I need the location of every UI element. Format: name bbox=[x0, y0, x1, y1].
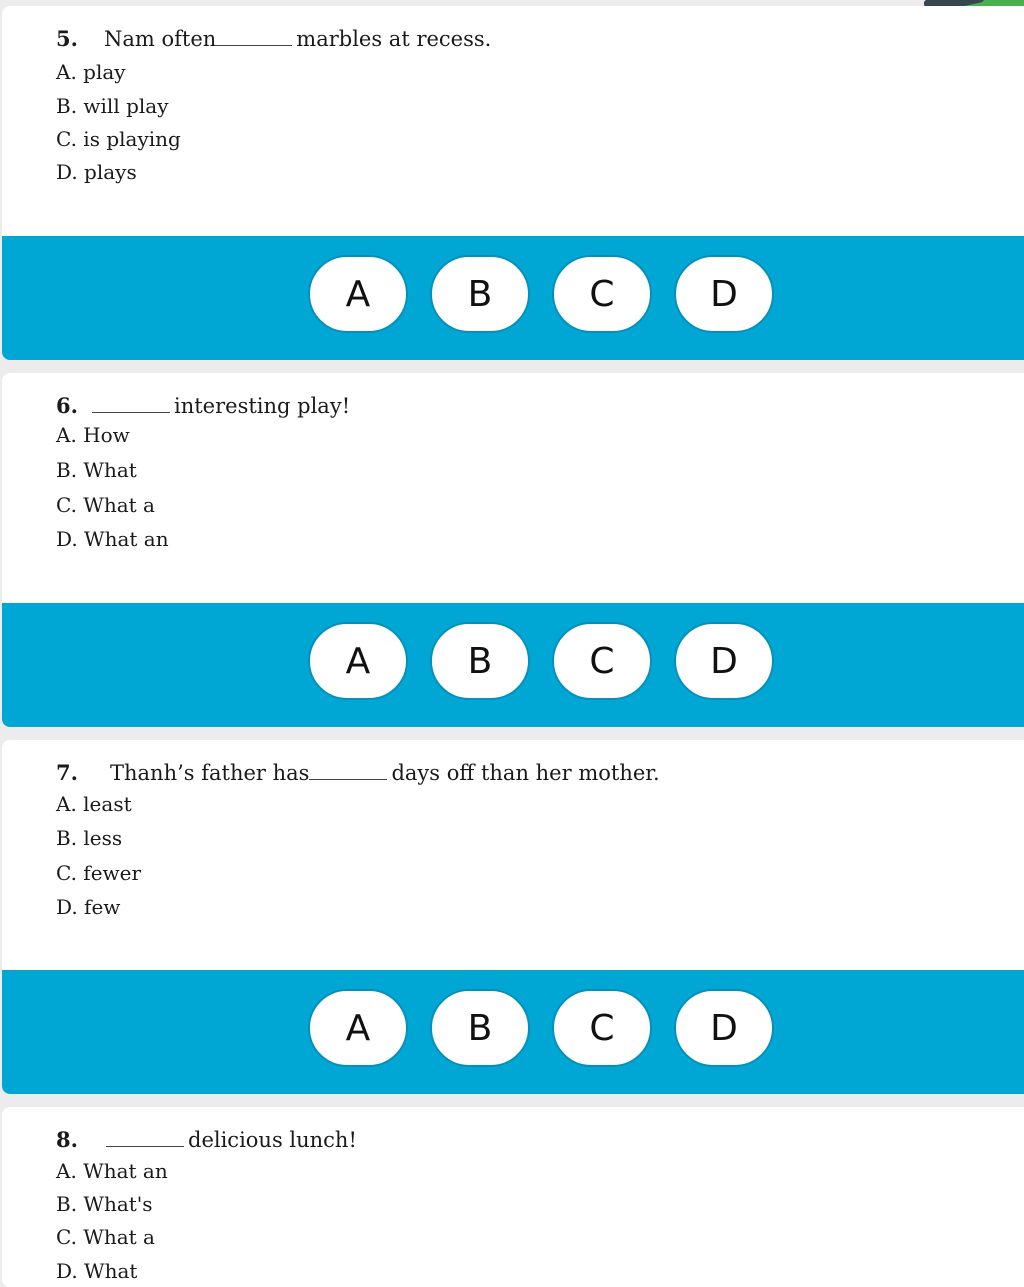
question-after: marbles at recess. bbox=[296, 27, 492, 51]
option-d: D. What bbox=[56, 1259, 138, 1283]
option-b: B. What bbox=[56, 458, 137, 482]
option-b: B. will play bbox=[56, 94, 169, 118]
question-text bbox=[56, 1127, 357, 1152]
choice-d-button[interactable]: D bbox=[674, 255, 774, 333]
option-a: A. How bbox=[56, 423, 130, 447]
question-number: 8. bbox=[56, 1127, 78, 1152]
question-card-5 bbox=[2, 6, 1024, 360]
choice-a-button[interactable]: A bbox=[308, 989, 408, 1067]
question-text bbox=[56, 26, 491, 51]
question-card-8 bbox=[2, 1107, 1024, 1287]
answer-bar bbox=[2, 236, 1024, 360]
option-d: D. plays bbox=[56, 160, 137, 184]
choice-d-button[interactable]: D bbox=[674, 989, 774, 1067]
choice-a-button[interactable]: A bbox=[308, 622, 408, 700]
option-d: D. few bbox=[56, 895, 121, 919]
choice-b-button[interactable]: B bbox=[430, 622, 530, 700]
answer-bar bbox=[2, 970, 1024, 1094]
option-c: C. What a bbox=[56, 1225, 155, 1249]
question-before: Nam often bbox=[104, 27, 217, 51]
question-before: Thanh’s father has bbox=[110, 761, 310, 785]
question-number: 7. bbox=[56, 760, 78, 785]
question-after: interesting play! bbox=[174, 394, 351, 418]
answer-blank bbox=[216, 27, 292, 46]
choice-c-button[interactable]: C bbox=[552, 255, 652, 333]
option-b: B. What's bbox=[56, 1192, 153, 1216]
option-a: A. play bbox=[56, 60, 126, 84]
choice-b-button[interactable]: B bbox=[430, 989, 530, 1067]
question-after: days off than her mother. bbox=[391, 761, 660, 785]
question-card-7 bbox=[2, 740, 1024, 1094]
option-c: C. is playing bbox=[56, 127, 181, 151]
answer-bar bbox=[2, 603, 1024, 727]
option-d: D. What an bbox=[56, 527, 169, 551]
option-c: C. What a bbox=[56, 493, 155, 517]
question-text bbox=[56, 393, 350, 418]
choice-b-button[interactable]: B bbox=[430, 255, 530, 333]
choice-a-button[interactable]: A bbox=[308, 255, 408, 333]
answer-blank bbox=[106, 1128, 184, 1147]
question-number: 5. bbox=[56, 26, 78, 51]
question-card-6 bbox=[2, 373, 1024, 727]
answer-blank bbox=[309, 761, 387, 780]
answer-blank bbox=[92, 394, 170, 413]
option-a: A. What an bbox=[56, 1159, 168, 1183]
option-c: C. fewer bbox=[56, 861, 142, 885]
question-after: delicious lunch! bbox=[188, 1128, 357, 1152]
option-a: A. least bbox=[56, 792, 132, 816]
choice-c-button[interactable]: C bbox=[552, 622, 652, 700]
question-text bbox=[56, 760, 660, 785]
choice-c-button[interactable]: C bbox=[552, 989, 652, 1067]
choice-d-button[interactable]: D bbox=[674, 622, 774, 700]
question-number: 6. bbox=[56, 393, 78, 418]
option-b: B. less bbox=[56, 826, 123, 850]
